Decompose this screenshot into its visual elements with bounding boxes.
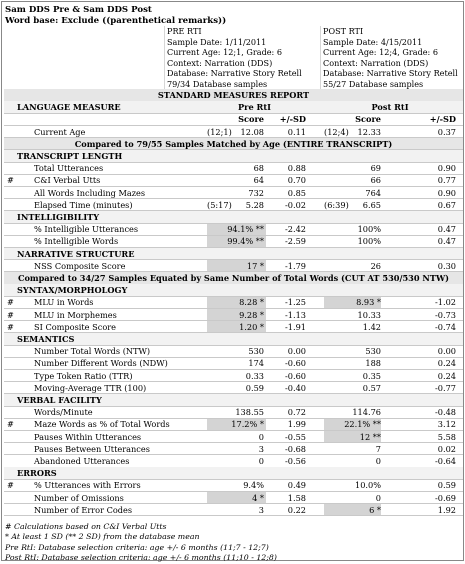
post-score: 8.93 * bbox=[356, 297, 381, 308]
pre-raw-value: (5:17) bbox=[207, 199, 232, 210]
column-header-post-score: Score bbox=[355, 114, 381, 125]
band-title: Compared to 79/55 Samples Matched by Age (ENTIRE TRANSCRIPT) bbox=[74, 138, 393, 149]
post-score: 764 bbox=[365, 187, 381, 198]
column-header-post-sd: +/-SD bbox=[429, 114, 456, 125]
measure-label: Words/Minute bbox=[34, 407, 93, 418]
verbal-utts-marker: # bbox=[7, 297, 14, 308]
post-sd: -0.64 bbox=[435, 456, 456, 466]
measure-row bbox=[4, 443, 463, 455]
measure-label: Pauses Within Utterances bbox=[34, 431, 142, 442]
verbal-utts-marker: # bbox=[7, 480, 14, 491]
measure-row bbox=[4, 431, 463, 443]
measure-row bbox=[4, 174, 463, 186]
section-header bbox=[4, 248, 463, 260]
post-sd: 0.24 bbox=[437, 370, 456, 381]
measure-label: C&I Verbal Utts bbox=[34, 175, 101, 186]
pre-sd: -0.02 bbox=[285, 199, 306, 210]
pre-sd: 1.58 bbox=[287, 492, 306, 503]
measure-label: Total Utterances bbox=[34, 163, 104, 174]
post-score: 66 bbox=[370, 175, 381, 186]
measure-row bbox=[4, 321, 463, 333]
word-base-line: Word base: Exclude ((parenthetical remarks)) bbox=[5, 16, 227, 26]
band-title: STANDARD MEASURES REPORT bbox=[157, 90, 310, 100]
post-score: 6.65 bbox=[362, 199, 381, 210]
section-title: NARRATIVE STRUCTURE bbox=[17, 248, 135, 259]
section-title: SYNTAX/MORPHOLOGY bbox=[17, 285, 128, 296]
footnote: # Calculations based on C&I Verbal Utts bbox=[5, 522, 167, 531]
post-score: 1.42 bbox=[362, 321, 381, 332]
post-sd: 0.30 bbox=[437, 260, 456, 271]
post-sd: 0.67 bbox=[437, 199, 456, 210]
pre-rti-info bbox=[167, 26, 302, 90]
post-score: 7 bbox=[375, 443, 381, 454]
pre-score: 8.28 * bbox=[239, 297, 264, 308]
post-score: 10.0% bbox=[354, 480, 381, 491]
post-sd: 0.37 bbox=[437, 126, 456, 137]
measure-row bbox=[4, 455, 463, 467]
report-page bbox=[1, 1, 464, 561]
measure-row bbox=[4, 382, 463, 394]
post-score: 69 bbox=[370, 163, 381, 174]
measure-row bbox=[4, 418, 463, 430]
measure-row bbox=[4, 187, 463, 199]
post-sd: 0.47 bbox=[437, 236, 456, 247]
measure-row bbox=[4, 223, 463, 235]
pre-score: 5.28 bbox=[245, 199, 264, 210]
post-score: 114.76 bbox=[352, 407, 381, 418]
pre-sd: 0.22 bbox=[287, 504, 306, 515]
section-header bbox=[4, 101, 463, 113]
measure-label: % Intelligible Words bbox=[34, 236, 119, 247]
pre-info-line: Sample Date: 1/11/2011 bbox=[167, 36, 267, 47]
section-title: TRANSCRIPT LENGTH bbox=[17, 151, 123, 161]
post-score: 530 bbox=[365, 346, 381, 357]
pre-info-line: 79/34 Database samples bbox=[167, 78, 268, 89]
verbal-utts-marker: # bbox=[7, 309, 14, 320]
pre-score: 1.20 * bbox=[239, 321, 264, 332]
pre-sd: -1.91 bbox=[285, 321, 306, 332]
post-sd: -0.77 bbox=[435, 382, 456, 393]
section-header bbox=[4, 211, 463, 223]
verbal-utts-marker: # bbox=[7, 419, 14, 430]
post-raw-value: (12;4) bbox=[324, 126, 349, 137]
pre-score: 4 * bbox=[252, 492, 264, 503]
measure-row bbox=[4, 235, 463, 247]
measure-label: Current Age bbox=[34, 126, 86, 137]
post-sd: 5.58 bbox=[437, 431, 456, 442]
post-sd: 0.90 bbox=[437, 163, 456, 174]
comparison-band bbox=[4, 89, 463, 101]
pre-column-title: Pre RtI bbox=[238, 102, 271, 113]
measure-row bbox=[4, 492, 463, 504]
measure-label: MLU in Words bbox=[34, 297, 94, 308]
post-info-line: Current Age: 12;4, Grade: 6 bbox=[323, 47, 438, 58]
measure-label: % Intelligible Utterances bbox=[34, 224, 139, 235]
post-info-line: 55/27 Database samples bbox=[323, 78, 424, 89]
pre-sd: 0.72 bbox=[287, 407, 306, 418]
footnote: Pre RtI: Database selection criteria: age +/- 6 months (11;7 - 12;7) bbox=[5, 542, 269, 552]
post-info-line: Database: Narrative Story Retell bbox=[323, 68, 458, 79]
measure-row bbox=[4, 199, 463, 211]
post-sd: -0.73 bbox=[435, 309, 456, 320]
post-score: 10.33 bbox=[357, 309, 381, 320]
post-raw-value: (6:39) bbox=[324, 199, 349, 210]
post-score: 100% bbox=[357, 224, 381, 235]
post-info-line: Context: Narration (DDS) bbox=[323, 57, 429, 68]
section-title: ERRORS bbox=[17, 468, 57, 479]
post-score: 0.35 bbox=[362, 370, 381, 381]
measure-row bbox=[4, 504, 463, 516]
section-title: SEMANTICS bbox=[17, 334, 75, 344]
pre-sd: -0.68 bbox=[285, 443, 306, 454]
post-sd: 0.02 bbox=[437, 443, 456, 454]
pre-sd: -1.13 bbox=[285, 309, 306, 320]
pre-info-line: Database: Narrative Story Retell bbox=[167, 68, 302, 79]
pre-info-line: Context: Narration (DDS) bbox=[167, 57, 273, 68]
post-sd: 0.59 bbox=[437, 480, 456, 491]
measure-label: All Words Including Mazes bbox=[34, 187, 146, 198]
report-title: Sam DDS Pre & Sam DDS Post bbox=[5, 5, 152, 15]
post-sd: 0.00 bbox=[437, 346, 456, 357]
band-title: Compared to 34/27 Samples Equated by Same Number of Total Words (CUT AT 530/530 NTW) bbox=[17, 273, 450, 283]
post-sd: 0.77 bbox=[437, 175, 456, 186]
verbal-utts-marker: # bbox=[7, 321, 14, 332]
pre-sd: -0.60 bbox=[285, 370, 306, 381]
measure-row bbox=[4, 126, 463, 138]
post-column-title: Post RtI bbox=[371, 102, 409, 113]
post-score: 0 bbox=[375, 492, 381, 503]
pre-score: 64 bbox=[253, 175, 264, 186]
post-sd: 3.12 bbox=[437, 419, 456, 430]
post-score: 12.33 bbox=[357, 126, 381, 137]
pre-score: 17 * bbox=[246, 260, 264, 271]
post-sd: -0.48 bbox=[435, 407, 456, 418]
pre-sd: 0.85 bbox=[287, 187, 306, 198]
pre-sd: -0.55 bbox=[285, 431, 306, 442]
post-score: 6 * bbox=[369, 504, 381, 515]
post-score: 22.1% ** bbox=[344, 419, 381, 430]
measure-label: Elapsed Time (minutes) bbox=[34, 199, 133, 210]
section-header bbox=[4, 394, 463, 406]
pre-sd: 0.00 bbox=[287, 346, 306, 357]
pre-score: 0.59 bbox=[245, 382, 264, 393]
post-sd: -0.74 bbox=[435, 321, 456, 332]
measure-row bbox=[4, 345, 463, 357]
measure-label: Abandoned Utterances bbox=[34, 456, 130, 466]
measure-label: NSS Composite Score bbox=[34, 260, 126, 271]
info-divider bbox=[320, 26, 321, 89]
measure-label: Number of Error Codes bbox=[34, 504, 133, 515]
pre-sd: 0.49 bbox=[287, 480, 306, 491]
post-sd: -1.02 bbox=[435, 297, 456, 308]
comparison-band bbox=[4, 138, 463, 150]
post-rti-info bbox=[323, 26, 458, 90]
pre-score: 0 bbox=[258, 431, 264, 442]
post-score: 100% bbox=[357, 236, 381, 247]
measure-label: Number Total Words (NTW) bbox=[34, 346, 151, 357]
pre-sd: 0.11 bbox=[287, 126, 306, 137]
section-header bbox=[4, 284, 463, 296]
pre-score: 9.28 * bbox=[239, 309, 264, 320]
measure-label: MLU in Morphemes bbox=[34, 309, 117, 320]
pre-score: 17.2% * bbox=[231, 419, 264, 430]
comparison-band bbox=[4, 272, 463, 284]
pre-score: 0 bbox=[258, 456, 264, 466]
info-divider bbox=[164, 26, 165, 89]
verbal-utts-marker: # bbox=[7, 175, 14, 186]
section-title: INTELLIGIBILITY bbox=[17, 212, 100, 222]
measure-row bbox=[4, 479, 463, 491]
post-score: 188 bbox=[365, 358, 381, 369]
post-sd: 0.24 bbox=[437, 358, 456, 369]
pre-sd: -0.40 bbox=[285, 382, 306, 393]
measure-label: Pauses Between Utterances bbox=[34, 443, 150, 454]
measure-row bbox=[4, 260, 463, 272]
pre-score: 732 bbox=[248, 187, 264, 198]
pre-score: 3 bbox=[258, 504, 264, 515]
post-info-line: Sample Date: 4/15/2011 bbox=[323, 36, 423, 47]
pre-sd: 0.70 bbox=[287, 175, 306, 186]
section-header bbox=[4, 467, 463, 479]
post-sd: 0.90 bbox=[437, 187, 456, 198]
post-sd: -0.69 bbox=[435, 492, 456, 503]
measure-label: Type Token Ratio (TTR) bbox=[34, 370, 133, 381]
pre-score: 9.4% bbox=[243, 480, 264, 491]
pre-sd: -1.79 bbox=[285, 260, 306, 271]
pre-raw-value: (12;1) bbox=[207, 126, 232, 137]
measure-row bbox=[4, 162, 463, 174]
pre-score: 174 bbox=[248, 358, 264, 369]
footnotes bbox=[5, 522, 277, 564]
pre-sd: 1.99 bbox=[287, 419, 306, 430]
section-header bbox=[4, 333, 463, 345]
pre-score: 3 bbox=[258, 443, 264, 454]
measure-label: SI Composite Score bbox=[34, 321, 117, 332]
post-score: 0 bbox=[375, 456, 381, 466]
post-score: 12 ** bbox=[359, 431, 381, 442]
pre-score: 99.4% ** bbox=[227, 236, 264, 247]
pre-score: 94.1% ** bbox=[227, 224, 264, 235]
pre-sd: -2.59 bbox=[285, 236, 306, 247]
measure-label: Number Different Words (NDW) bbox=[34, 358, 168, 369]
pre-sd: 0.88 bbox=[287, 163, 306, 174]
footnote: Post RtI: Database selection criteria: age +/- 6 months (11;10 - 12;8) bbox=[5, 553, 277, 563]
pre-info-heading: PRE RTI bbox=[167, 26, 202, 36]
post-sd: 0.47 bbox=[437, 224, 456, 235]
measure-label: Maze Words as % of Total Words bbox=[34, 419, 170, 430]
column-header-pre-score: Score bbox=[238, 114, 264, 125]
measure-row bbox=[4, 406, 463, 418]
pre-sd: -1.25 bbox=[285, 297, 306, 308]
measure-label: % Utterances with Errors bbox=[34, 480, 141, 491]
measure-row bbox=[4, 370, 463, 382]
pre-score: 12.08 bbox=[240, 126, 264, 137]
pre-score: 0.33 bbox=[245, 370, 264, 381]
column-header-row bbox=[4, 113, 463, 125]
pre-score: 138.55 bbox=[235, 407, 264, 418]
post-sd: 1.92 bbox=[437, 504, 456, 515]
section-title: VERBAL FACILITY bbox=[17, 395, 102, 405]
pre-sd: -2.42 bbox=[285, 224, 306, 235]
pre-sd: -0.56 bbox=[285, 456, 306, 466]
measure-row bbox=[4, 357, 463, 369]
section-header bbox=[4, 150, 463, 162]
column-header-pre-sd: +/-SD bbox=[279, 114, 306, 125]
section-title: LANGUAGE MEASURE bbox=[17, 102, 121, 113]
measure-label: Number of Omissions bbox=[34, 492, 124, 503]
measure-row bbox=[4, 296, 463, 308]
post-info-heading: POST RTI bbox=[323, 26, 364, 36]
pre-score: 68 bbox=[253, 163, 264, 174]
measure-label: Moving-Average TTR (100) bbox=[34, 382, 147, 393]
pre-score: 530 bbox=[248, 346, 264, 357]
pre-info-line: Current Age: 12;1, Grade: 6 bbox=[167, 47, 282, 58]
pre-sd: -0.60 bbox=[285, 358, 306, 369]
footnote: * At least 1 SD (** 2 SD) from the database mean bbox=[5, 532, 200, 542]
post-score: 0.57 bbox=[362, 382, 381, 393]
measure-row bbox=[4, 309, 463, 321]
post-score: 26 bbox=[370, 260, 381, 271]
row-divider bbox=[4, 515, 463, 516]
